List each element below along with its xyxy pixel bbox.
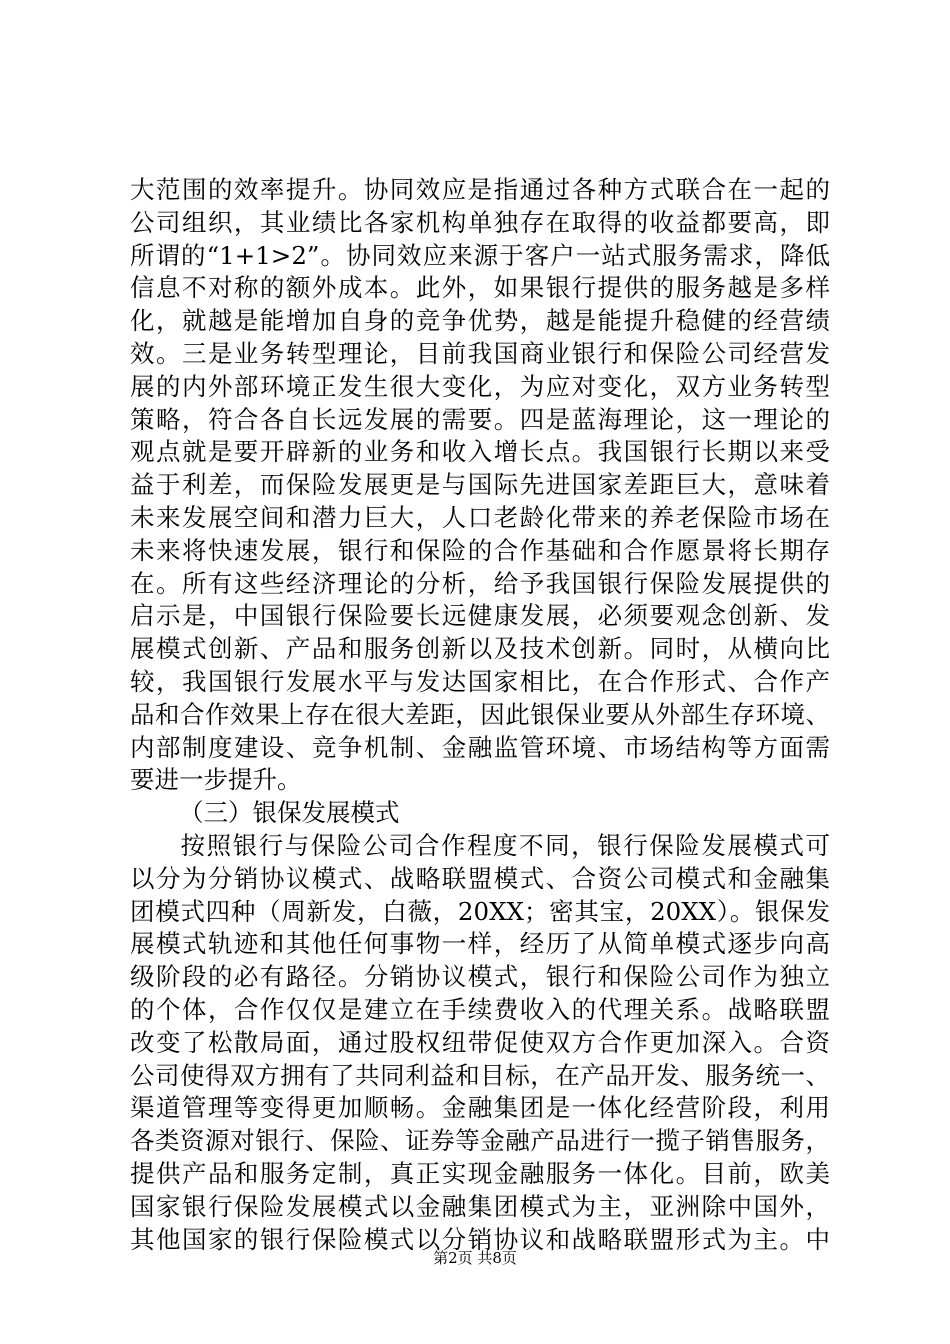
text-line bbox=[130, 535, 830, 568]
text-line bbox=[130, 272, 830, 305]
text-line-content: 其他国家的银行保险模式以分销协议和战略联盟形式为主。中 bbox=[130, 1224, 830, 1254]
text-line bbox=[130, 896, 830, 929]
text-line-content: 大范围的效率提升。协同效应是指通过各种方式联合在一起的 bbox=[130, 175, 830, 204]
text-line-content: 在。所有这些经济理论的分析，给予我国银行保险发展提供的 bbox=[130, 568, 830, 598]
text-line bbox=[130, 404, 830, 437]
text-line-content: 效。三是业务转型理论，目前我国商业银行和保险公司经营发 bbox=[130, 338, 830, 368]
text-line bbox=[130, 600, 830, 633]
text-line bbox=[130, 928, 830, 961]
text-line-content: 改变了松散局面，通过股权纽带促使双方合作更加深入。合资 bbox=[130, 1027, 830, 1057]
text-line-content: 以分为分销协议模式、战略联盟模式、合资公司模式和金融集 bbox=[130, 863, 830, 893]
section-heading-text: （三）银保发展模式 bbox=[179, 798, 400, 828]
text-line-content: 提供产品和服务定制，真正实现金融服务一体化。目前，欧美 bbox=[130, 1158, 830, 1188]
text-line-content: 未来将快速发展，银行和保险的合作基础和合作愿景将长期存 bbox=[130, 535, 830, 565]
text-line-content: 益于利差，而保险发展更是与国际先进国家差距巨大，意味着 bbox=[130, 470, 830, 500]
text-line bbox=[130, 994, 830, 1027]
text-line bbox=[130, 961, 830, 994]
text-line bbox=[130, 568, 830, 601]
text-line bbox=[130, 830, 830, 863]
text-line bbox=[130, 436, 830, 469]
text-line bbox=[130, 240, 830, 273]
section-heading bbox=[130, 797, 830, 830]
text-line bbox=[130, 1191, 830, 1224]
text-line bbox=[130, 502, 830, 535]
text-line-content: 公司使得双方拥有了共同利益和目标，在产品开发、服务统一、 bbox=[130, 1060, 830, 1090]
paragraph-continued bbox=[130, 174, 830, 797]
text-line bbox=[130, 666, 830, 699]
text-line bbox=[130, 863, 830, 896]
text-line bbox=[130, 1092, 830, 1125]
text-line-content: 品和合作效果上存在很大差距，因此银保业要从外部生存环境、 bbox=[130, 699, 830, 729]
text-line bbox=[130, 207, 830, 240]
text-line-content: 策略，符合各自长远发展的需要。四是蓝海理论，这一理论的 bbox=[130, 404, 830, 434]
text-line bbox=[130, 469, 830, 502]
text-line-content: 未来发展空间和潜力巨大，人口老龄化带来的养老保险市场在 bbox=[130, 502, 830, 532]
body-text bbox=[130, 174, 830, 1256]
page-footer bbox=[0, 1248, 950, 1268]
text-line-content: 级阶段的必有路径。分销协议模式，银行和保险公司作为独立 bbox=[130, 962, 830, 992]
text-line-content: 各类资源对银行、保险、证券等金融产品进行一揽子销售服务， bbox=[130, 1126, 830, 1156]
text-line-content: 观点就是要开辟新的业务和收入增长点。我国银行长期以来受 bbox=[130, 437, 830, 467]
text-line-content: 展模式创新、产品和服务创新以及技术创新。同时，从横向比 bbox=[130, 634, 830, 664]
text-line bbox=[130, 1027, 830, 1060]
text-line bbox=[130, 371, 830, 404]
text-line bbox=[130, 174, 830, 207]
text-line bbox=[130, 1158, 830, 1191]
text-line-content: 国家银行保险发展模式以金融集团模式为主，亚洲除中国外， bbox=[130, 1191, 830, 1221]
text-line-content: 团模式四种（周新发，白薇，20XX；密其宝，20XX）。银保发 bbox=[130, 896, 830, 926]
text-line-content: 渠道管理等变得更加顺畅。金融集团是一体化经营阶段，利用 bbox=[130, 1093, 830, 1123]
text-line-content: 公司组织，其业绩比各家机构单独存在取得的收益都要高，即 bbox=[130, 207, 830, 237]
paragraph-bank-insurance-models bbox=[130, 830, 830, 1256]
text-line-content: 内部制度建设、竞争机制、金融监管环境、市场结构等方面需 bbox=[130, 732, 830, 762]
text-line bbox=[130, 1125, 830, 1158]
text-line bbox=[130, 1060, 830, 1093]
text-line bbox=[130, 732, 830, 765]
text-line-content: 信息不对称的额外成本。此外，如果银行提供的服务越是多样 bbox=[130, 273, 830, 303]
text-line-content: 要进一步提升。 bbox=[130, 765, 302, 795]
text-line-content: 展模式轨迹和其他任何事物一样，经历了从简单模式逐步向高 bbox=[130, 929, 830, 959]
text-line-content: 启示是，中国银行保险要长远健康发展，必须要观念创新、发 bbox=[130, 601, 830, 631]
text-line-content: 化，就越是能增加自身的竞争优势，越是能提升稳健的经营绩 bbox=[130, 306, 830, 336]
text-line-content: 所谓的“1+1>2”。协同效应来源于客户一站式服务需求，降低 bbox=[130, 240, 830, 270]
text-line bbox=[130, 699, 830, 732]
text-line bbox=[130, 305, 830, 338]
text-line bbox=[130, 633, 830, 666]
text-line-content: 展的内外部环境正发生很大变化，为应对变化，双方业务转型 bbox=[130, 371, 830, 401]
text-line bbox=[130, 338, 830, 371]
text-line-content: 的个体，合作仅仅是建立在手续费收入的代理关系。战略联盟 bbox=[130, 994, 830, 1024]
page-number-label: 第2页 共8页 bbox=[433, 1249, 517, 1267]
text-line bbox=[130, 764, 830, 797]
text-line-content: 较，我国银行发展水平与发达国家相比，在合作形式、合作产 bbox=[130, 666, 830, 696]
text-line-content: 按照银行与保险公司合作程度不同，银行保险发展模式可 bbox=[179, 830, 830, 860]
